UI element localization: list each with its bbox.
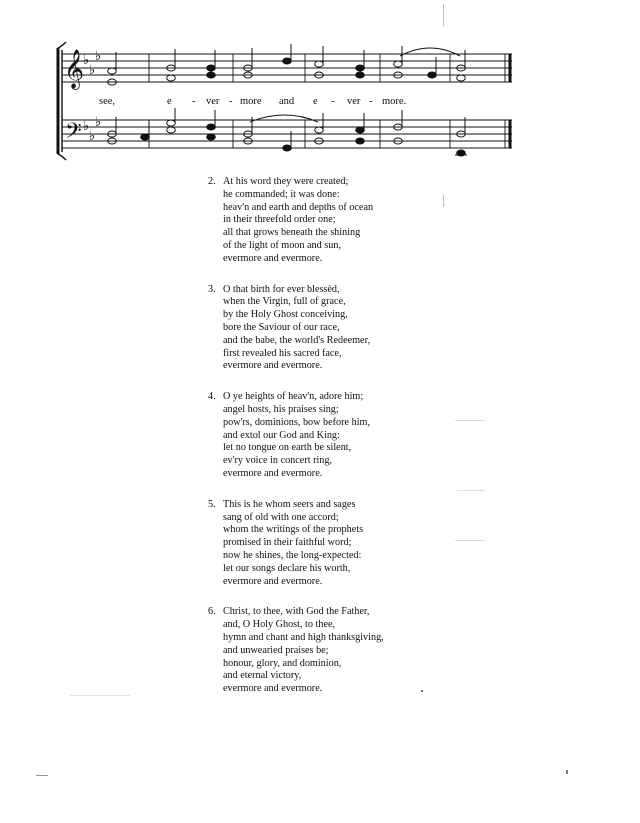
verse-number: 3. [208,283,216,295]
bass-notes [108,108,467,156]
lyric-syllable: - [192,96,196,107]
verse-line: hymn and chant and high thanksgiving, [223,631,384,643]
lyric-syllable: and [279,96,295,107]
verse-line: O ye heights of heav'n, adore him; [223,391,364,403]
verse-line: evermore and evermore. [223,467,323,479]
treble-clef-icon: 𝄞 [64,49,85,89]
lyric-syllable: see, [99,96,116,107]
verse-line: and extol our God and King: [223,429,340,441]
lyric-syllable: - [229,96,233,107]
verse-line: angel hosts, his praises sing; [223,403,339,415]
verse-line: bore the Saviour of our race, [223,321,340,333]
verse-line: let no tongue on earth be silent, [223,442,352,454]
verse-line: pow'rs, dominions, bow before him, [223,416,370,428]
lyric-syllable: - [369,96,373,107]
verse-line: O that birth for ever blessèd, [223,283,340,295]
treble-notes [108,44,466,85]
verse-line: evermore and evermore. [223,683,323,695]
verse-line: ev'ry voice in concert ring, [223,455,333,467]
lyric-syllable: - [331,96,335,107]
verse-line: in their threefold order one; [223,214,336,226]
verse-line: he commanded; it was done: [223,188,340,200]
verse [208,176,468,266]
verse-line: and unwearied praises be; [223,644,329,656]
verse-line: This is he whom seers and sages [223,498,356,510]
verse-line: let our songs declare his worth, [223,562,351,574]
verse-line: promised in their faithful word; [223,537,352,549]
verse-number: 5. [208,498,216,510]
verse-line: evermore and evermore. [223,252,323,264]
verse-line: Christ, to thee, with God the Father, [223,606,370,618]
verse-line: sang of old with one accord; [223,511,339,523]
svg-text:♭: ♭ [83,53,90,68]
lyric-syllable: e [313,96,318,107]
verse-line: of the light of moon and sun, [223,239,341,251]
verse-line: whom the writings of the prophets [223,524,364,536]
verse-number: 6. [208,606,216,618]
verses-list [208,176,468,714]
verse-line: evermore and evermore. [223,575,323,587]
svg-text:♭: ♭ [89,63,96,78]
svg-text:♭: ♭ [95,49,102,64]
verse-line: and, O Holy Ghost, to thee, [223,619,336,631]
verse-line: evermore and evermore. [223,360,323,372]
verse-line: now he shines, the long-expected: [223,549,362,561]
verse-line: and eternal victory, [223,670,302,682]
verse-line: all that grows beneath the shining [223,227,361,239]
verse-line: At his word they were created; [223,176,349,187]
verse-number: 2. [208,176,216,187]
verse-line: when the Virgin, full of grace, [223,296,346,308]
verse-line: by the Holy Ghost conceiving, [223,309,348,321]
verse-line: first revealed his sacred face, [223,347,342,359]
music-score [0,0,640,175]
verse [208,284,468,374]
bass-clef-icon: 𝄢 [65,119,82,149]
verse [208,391,468,481]
verse [208,606,468,696]
svg-text:♭: ♭ [89,129,96,144]
svg-text:♭: ♭ [95,115,102,130]
svg-text:♭: ♭ [83,119,90,134]
lyric-syllable: more [240,96,262,107]
lyric-syllable: ver [347,96,361,107]
lyric-syllable: ver [206,96,220,107]
verse-line: and the babe, the world's Redeemer, [223,334,371,346]
verse [208,499,468,589]
verse-number: 4. [208,391,216,403]
verse-line: honour, glory, and dominion, [223,657,342,669]
lyric-syllable: more. [382,96,407,107]
bass-staff [62,120,512,148]
lyric-syllable: e [167,96,172,107]
verse-line: heav'n and earth and depths of ocean [223,201,374,213]
